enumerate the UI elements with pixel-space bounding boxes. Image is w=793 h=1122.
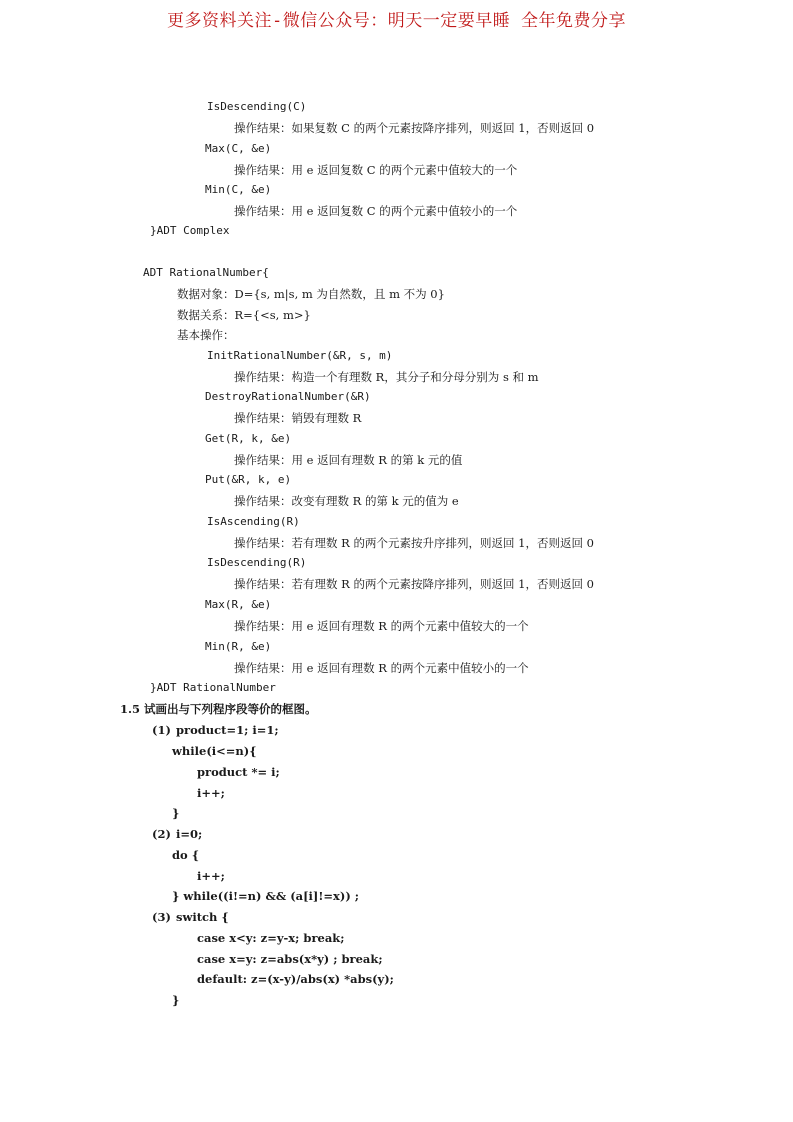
op-min: Min(R, &e) <box>205 640 272 653</box>
op-result: 操作结果：用 e 返回有理数 R 的两个元素中值较小的一个 <box>234 661 529 675</box>
op-init: InitRationalNumber(&R, s, m) <box>207 349 393 362</box>
code-line: i=0; <box>176 827 203 841</box>
code-line: } <box>172 993 180 1007</box>
op-is-descending: IsDescending(R) <box>207 556 307 569</box>
adt-rational-header: ADT RationalNumber{ <box>143 266 269 279</box>
op-result: 操作结果：构造一个有理数 R，其分子和分母分别为 s 和 m <box>234 370 539 384</box>
op-result: 操作结果：用 e 返回复数 C 的两个元素中值较小的一个 <box>234 204 518 218</box>
program-1-label: (1) <box>152 723 171 737</box>
adt-complex-end: }ADT Complex <box>150 224 230 237</box>
op-result: 操作结果：若有理数 R 的两个元素按降序排列，则返回 1，否则返回 0 <box>234 577 594 591</box>
op-result: 操作结果：用 e 返回有理数 R 的两个元素中值较大的一个 <box>234 619 529 633</box>
op-max: Max(R, &e) <box>205 598 272 611</box>
code-line: default: z=(x-y)/abs(x) *abs(y); <box>197 972 394 986</box>
code-line: i++; <box>197 869 225 883</box>
program-2-label: (2) <box>152 827 171 841</box>
code-line: do { <box>172 848 200 862</box>
code-line: while(i<=n){ <box>172 744 257 758</box>
op-put: Put(&R, k, e) <box>205 473 292 486</box>
op-get: Get(R, k, &e) <box>205 432 292 445</box>
code-line: case x=y: z=abs(x*y) ; break; <box>197 952 383 966</box>
code-line: } <box>172 806 180 820</box>
op-is-descending-c: IsDescending(C) <box>207 100 307 113</box>
code-line: i++; <box>197 786 225 800</box>
code-line: product *= i; <box>197 765 280 779</box>
op-result: 操作结果：用 e 返回复数 C 的两个元素中值较大的一个 <box>234 163 518 177</box>
code-line: product=1; i=1; <box>176 723 279 737</box>
adt-rational-end: }ADT RationalNumber <box>150 681 276 694</box>
code-line: } while((i!=n) && (a[i]!=x)) ; <box>172 889 360 903</box>
op-result: 操作结果：用 e 返回有理数 R 的第 k 元的值 <box>234 453 463 467</box>
op-is-ascending: IsAscending(R) <box>207 515 300 528</box>
exercise-title: 1.5 试画出与下列程序段等价的框图。 <box>120 702 317 716</box>
program-3-label: (3) <box>152 910 171 924</box>
op-result: 操作结果：销毁有理数 R <box>234 411 362 425</box>
op-max-c: Max(C, &e) <box>205 142 272 155</box>
op-result: 操作结果：改变有理数 R 的第 k 元的值为 e <box>234 494 459 508</box>
header-banner: 更多资料关注-微信公众号：明天一定要早睡 全年免费分享 <box>167 11 626 31</box>
basic-ops-label: 基本操作： <box>177 328 235 342</box>
op-min-c: Min(C, &e) <box>205 183 272 196</box>
data-relation: 数据关系：R={<s, m>} <box>177 308 311 322</box>
op-result: 操作结果：若有理数 R 的两个元素按升序排列，则返回 1，否则返回 0 <box>234 536 594 550</box>
code-line: case x<y: z=y-x; break; <box>197 931 345 945</box>
data-object: 数据对象：D={s, m|s, m 为自然数，且 m 不为 0} <box>177 287 445 301</box>
op-destroy: DestroyRationalNumber(&R) <box>205 390 371 403</box>
code-line: switch { <box>176 910 229 924</box>
op-result: 操作结果：如果复数 C 的两个元素按降序排列，则返回 1，否则返回 0 <box>234 121 595 135</box>
